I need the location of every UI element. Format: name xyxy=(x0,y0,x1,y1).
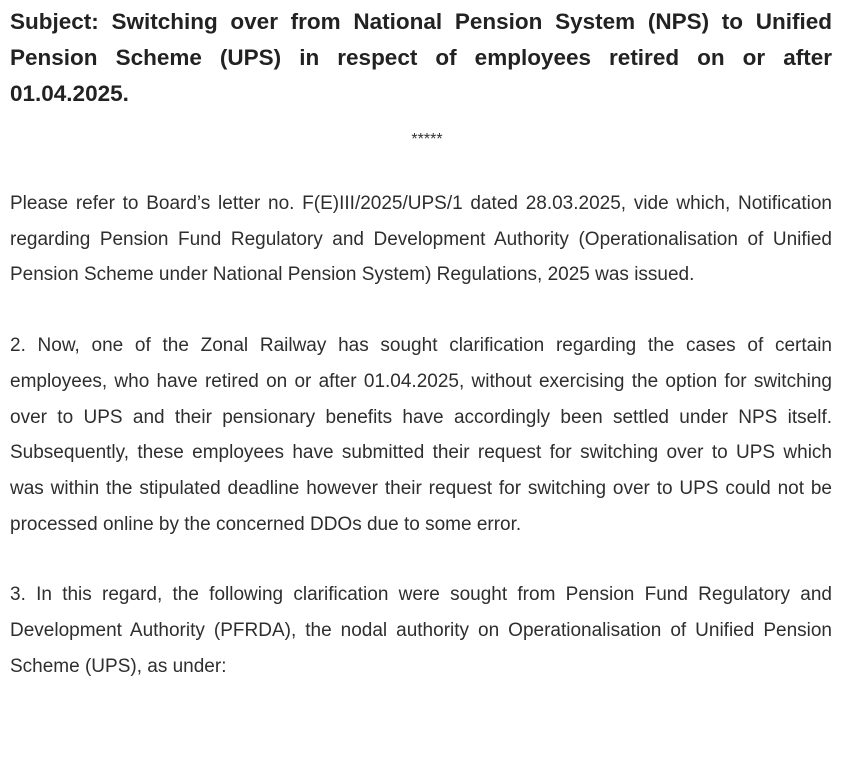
paragraph-3: 3. In this regard, the following clarification were sought from Pension Fund Regulatory and Development Authority (PFRDA), the nodal authority on Operationalisation of Unified Pension Scheme (UPS), as under: xyxy=(10,584,832,677)
subject-heading: Subject: Switching over from National Pension System (NPS) to Unified Pension Scheme (UPS) in respect of employees retired on or after 01.04.2025. xyxy=(10,9,832,106)
paragraph-2: 2. Now, one of the Zonal Railway has sought clarification regarding the cases of certain employees, who have retired on or after 01.04.2025, without exercising the option for switching over to UPS and their pensionary benefits have accordingly been settled under NPS itself. Subsequently, these employees have submitted their request for switching over to UPS which was within the stipulated deadline however their request for switching over to UPS could not be processed online by the concerned DDOs due to some error. xyxy=(10,335,832,535)
paragraph-1: Please refer to Board’s letter no. F(E)III/2025/UPS/1 dated 28.03.2025, vide which, Notification regarding Pension Fund Regulatory and Development Authority (Operationalisation of Unified Pension Scheme under National Pension System) Regulations, 2025 was issued. xyxy=(10,193,832,286)
separator-stars: ***** xyxy=(411,131,443,148)
